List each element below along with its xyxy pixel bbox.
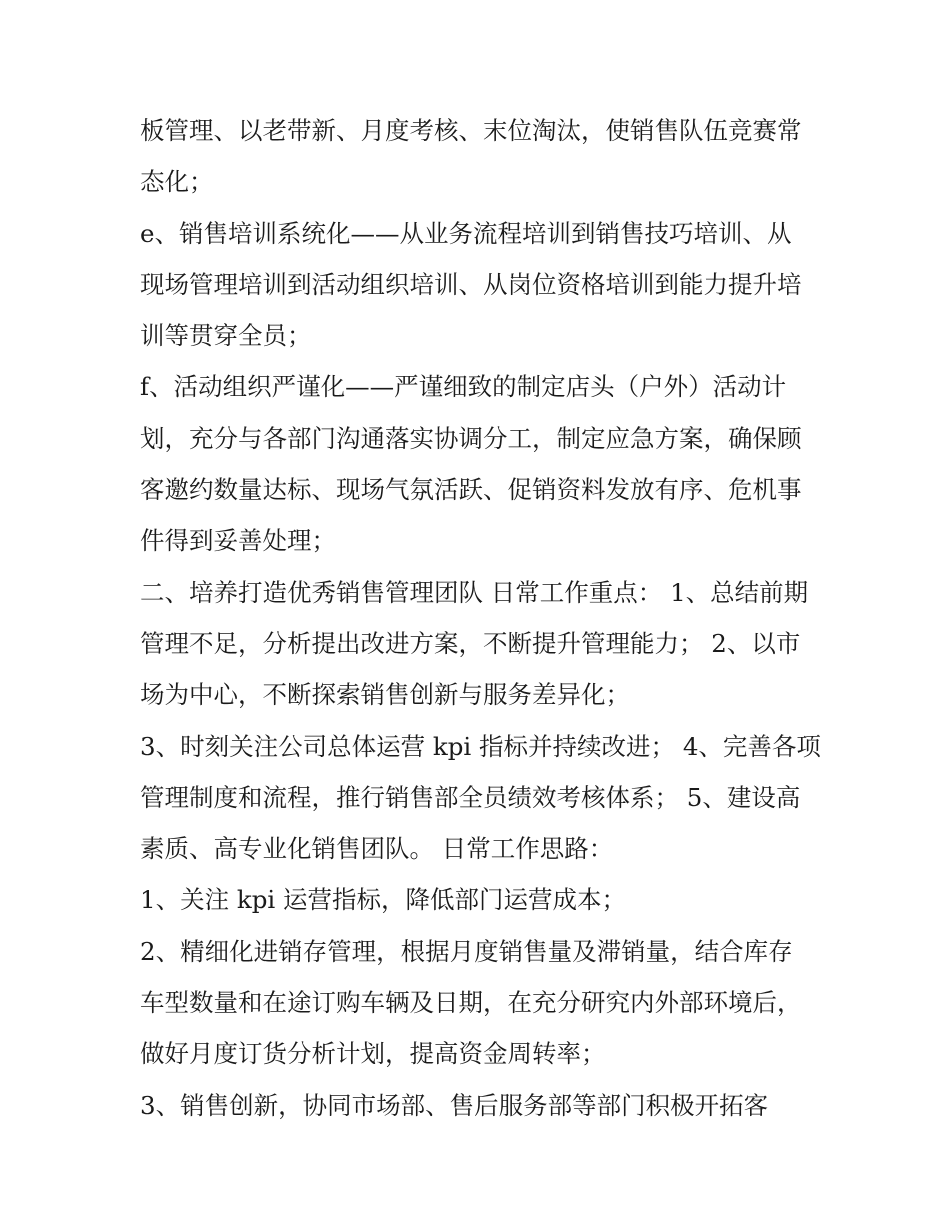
text-line: 做好月度订货分析计划，提高资金周转率； (140, 1039, 606, 1069)
text-line: 现场管理培训到活动组织培训、从岗位资格培训到能力提升培 (140, 269, 802, 299)
text-line: 训等贯穿全员； (140, 321, 312, 351)
text-line: e、销售培训系统化——从业务流程培训到销售技巧培训、从 (140, 218, 792, 248)
text-line: 板管理、以老带新、月度考核、末位淘汰，使销售队伍竞赛常 (140, 116, 802, 145)
text-line: 素质、高专业化销售团队。 日常工作思路： (140, 834, 614, 864)
text-line: 客邀约数量达标、现场气氛活跃、促销资料发放有序、危机事 (140, 475, 802, 505)
text-line: 车型数量和在途订购车辆及日期，在充分研究内外部环境后， (140, 988, 802, 1018)
text-line: 3、销售创新，协同市场部、售后服务部等部门积极开拓客 (140, 1090, 769, 1120)
text-line: 2、精细化进销存管理，根据月度销售量及滞销量，结合库存 (140, 936, 793, 966)
body-text (140, 105, 820, 1131)
text-line: 二、培养打造优秀销售管理团队 日常工作重点： 1、总结前期 (140, 577, 809, 607)
text-line: 管理不足，分析提出改进方案，不断提升管理能力； 2、以市 (140, 628, 801, 658)
text-line: f、活动组织严谨化——严谨细致的制定店头（户外）活动计 (140, 372, 787, 402)
text-line: 划，充分与各部门沟通落实协调分工，制定应急方案，确保顾 (140, 423, 802, 453)
text-line: 管理制度和流程，推行销售部全员绩效考核体系； 5、建设高 (140, 782, 801, 812)
text-line: 1、关注 kpi 运营指标，降低部门运营成本； (140, 885, 627, 915)
text-line: 场为中心，不断探索销售创新与服务差异化； (140, 680, 630, 710)
text-line: 件得到妥善处理； (140, 526, 336, 556)
text-line: 3、时刻关注公司总体运营 kpi 指标并持续改进； 4、完善各项 (140, 731, 821, 761)
text-line: 态化； (140, 167, 214, 197)
